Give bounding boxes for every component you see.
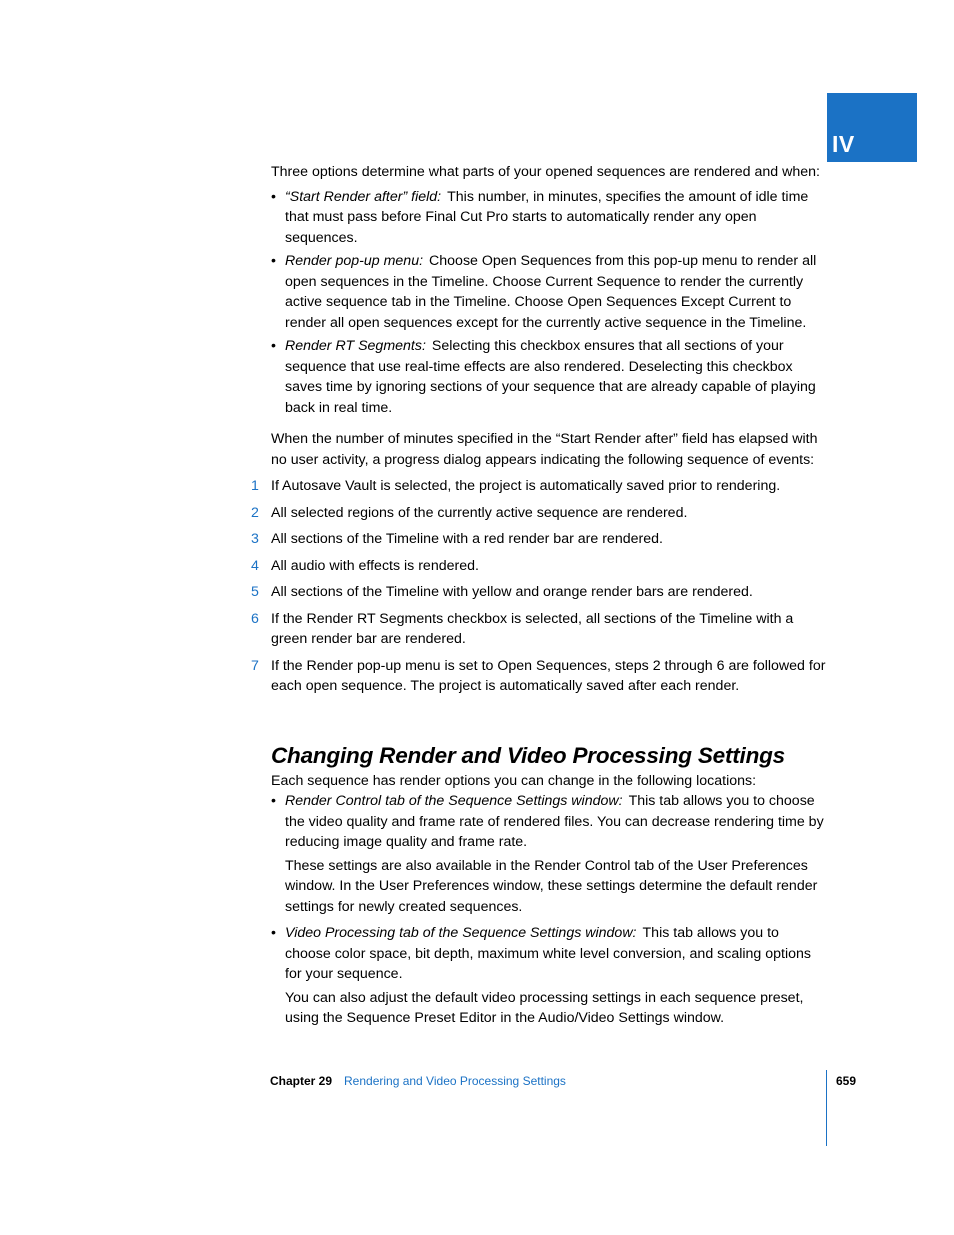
step-text: All selected regions of the currently active sequence are rendered. (271, 504, 688, 521)
step-number: 7 (251, 657, 259, 674)
step-text: If the Render pop-up menu is set to Open Sequences, steps 2 through 6 are followed for each open sequence. The project is automatically saved after each render. (271, 657, 826, 694)
step-item (251, 476, 828, 497)
page-number: 659 (836, 1074, 857, 1088)
step-number: 5 (251, 584, 259, 600)
list-item (271, 923, 828, 1029)
intro-paragraph: Three options determine what parts of your opened sequences are rendered and when: (271, 164, 820, 180)
list-item (271, 791, 828, 917)
options-list (271, 187, 828, 419)
footer-chapter: Chapter 29 (270, 1074, 333, 1088)
events-intro-paragraph: When the number of minutes specified in the “Start Render after” field has elapsed with no user activity, a progress dialog appears indicating the following sequence of events: (271, 431, 818, 468)
option-term: Render RT Segments: (285, 338, 426, 354)
step-text: If Autosave Vault is selected, the project is automatically saved prior to rendering. (271, 478, 781, 494)
step-item (251, 609, 828, 650)
list-item (271, 187, 828, 249)
step-number: 2 (251, 504, 259, 521)
part-tab-label: IV (832, 131, 855, 157)
step-text: All sections of the Timeline with yellow and orange render bars are rendered. (271, 584, 753, 600)
locations-list (271, 791, 828, 1029)
option-text: This number, in minutes, specifies the amount of idle time that must pass before Final Cut Pro starts to automatically render any open sequences. (285, 188, 809, 246)
option-text: Selecting this checkbox ensures that all sections of your sequence that use real-time effects are also rendered. Deselecting this checkbox saves time by ignoring sections of your sequence that are already capable of playing back in real time. (285, 338, 816, 416)
option-term: “Start Render after” field: (285, 188, 442, 205)
location-extra-paragraph: These settings are also available in the Render Control tab of the User Preferences window. In the User Preferences window, these settings determine the default render settings for newly created sequences. (285, 857, 818, 915)
step-number: 1 (251, 478, 259, 494)
option-term: Render pop-up menu: (285, 253, 424, 269)
step-number: 6 (251, 610, 259, 627)
footer-divider (826, 1070, 827, 1146)
location-extra-paragraph: You can also adjust the default video processing settings in each sequence preset, using the Sequence Preset Editor in the Audio/Video Settings window. (285, 989, 804, 1026)
step-number: 3 (251, 531, 259, 547)
step-text: All audio with effects is rendered. (271, 557, 479, 574)
step-item (251, 503, 828, 524)
section-heading: Changing Render and Video Processing Settings (271, 742, 785, 768)
footer-chapter-title: Rendering and Video Processing Settings (344, 1074, 566, 1088)
steps-list (251, 476, 828, 697)
step-item (251, 556, 828, 577)
step-item (251, 529, 828, 550)
step-number: 4 (251, 557, 259, 574)
step-item (251, 582, 828, 603)
step-item (251, 656, 828, 697)
location-text: This tab allows you to choose the video quality and frame rate of rendered files. You can decrease rendering time by reducing image quality and frame rate. (285, 793, 824, 850)
step-text: If the Render RT Segments checkbox is selected, all sections of the Timeline with a green render bar are rendered. (271, 610, 794, 647)
location-term: Render Control tab of the Sequence Settings window: (285, 793, 623, 809)
part-tab (827, 93, 917, 162)
location-term: Video Processing tab of the Sequence Settings window: (285, 925, 637, 941)
page-body (251, 162, 828, 1032)
section-intro-paragraph: Each sequence has render options you can change in the following locations: (271, 772, 757, 789)
step-text: All sections of the Timeline with a red render bar are rendered. (271, 531, 663, 547)
list-item (271, 336, 828, 418)
location-text: This tab allows you to choose color space, bit depth, maximum white level conversion, and scaling options for your sequence. (285, 925, 812, 982)
option-text: Choose Open Sequences from this pop-up menu to render all open sequences in the Timeline. Choose Current Sequence to render the currently active sequence tab in the Timeline. Choose Open Sequences Except Current to render all open sequences except for the currently active sequence in the Timeline. (285, 253, 817, 331)
list-item (271, 251, 828, 333)
